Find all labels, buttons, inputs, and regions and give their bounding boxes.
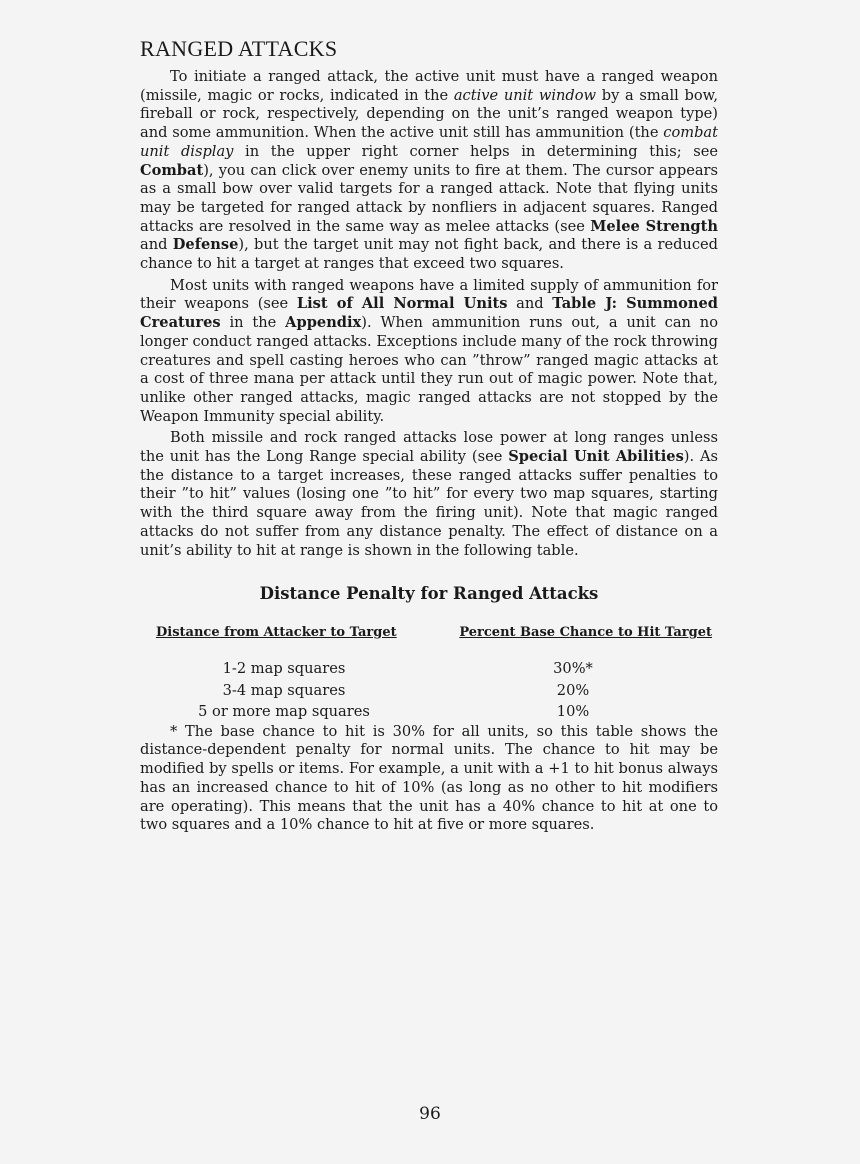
table-header-distance: Distance from Attacker to Target: [156, 625, 397, 641]
body-text: [140, 68, 718, 560]
paragraph-1: [140, 68, 718, 274]
table-cell-chance: 30%*: [553, 660, 593, 678]
section-title: RANGED ATTACKS: [140, 36, 338, 61]
text-run: To initiate a ranged attack, the active unit must have a ranged weapon (missile, magic or rocks, indicated in the: [140, 68, 718, 104]
bold-reference: Special Unit Abilities: [508, 448, 684, 466]
text-run: ), but the target unit may not fight back, and there is a reduced chance to hit a target at ranges that exceed two squares.: [140, 236, 718, 273]
text-run: Both missile and rock ranged attacks lose power at long ranges unless the unit has the Long Range special ability (see: [140, 429, 718, 466]
bold-reference: Table J: Summoned Creatures: [140, 295, 718, 332]
text-run: and: [507, 295, 553, 313]
footnote: * The base chance to hit is 30% for all units, so this table shows the distance-dependent penalty for normal units. The chance to hit may be modified by spells or items. For example, a unit with a +1 to hit bonus always has an increased chance to hit of 10% (as long as no other to hit modifiers are operating). This means that the unit has a 40% chance to hit at one to two squares and a 10% chance to hit at five or more squares.: [140, 722, 718, 834]
text-run: by a small bow, fireball or rock, respectively, depending on the unit’s ranged weapon type) and some ammunition. When the active unit still has ammunition (the: [140, 86, 718, 142]
table-header-row: [140, 625, 718, 640]
table-title: Distance Penalty for Ranged Attacks: [259, 584, 599, 604]
italic-term: combat unit display: [140, 124, 718, 160]
text-run: in the: [220, 314, 286, 332]
table-row: [140, 701, 718, 723]
distance-penalty-table: [140, 625, 718, 723]
bold-reference: List of All Normal Units: [296, 295, 508, 313]
bold-reference: Melee Strength: [590, 217, 718, 235]
italic-term: active unit window: [453, 86, 597, 104]
text-run: ). When ammunition runs out, a unit can no longer conduct ranged attacks. Exceptions include many of the rock throwing creatures and spell casting heroes who can ”throw” ranged magic attacks at a cost of three mana per attack until they run out of magic power. Note that, unlike other ranged attacks, magic ranged attacks are not stopped by the Weapon Immunity special ability.: [140, 314, 718, 425]
text-run: Most units with ranged weapons have a limited supply of ammunition for their weapons (see: [140, 276, 718, 313]
paragraph-2: [140, 277, 718, 427]
text-run: ), you can click over enemy units to fire at them. The cursor appears as a small bow over valid targets for a ranged attack. Note that flying units may be targeted for ranged attack by nonfliers in adjacent squares. Ranged attacks are resolved in the same way as melee attacks (see: [140, 161, 718, 235]
bold-reference: Appendix: [285, 314, 362, 332]
text-run: and: [140, 236, 173, 254]
table-cell-distance: 1-2 map squares: [222, 660, 346, 678]
table-cell-chance: 20%: [556, 681, 590, 699]
page-number: 96: [419, 1104, 441, 1124]
table-cell-distance: 5 or more map squares: [198, 703, 370, 721]
table-cell-chance: 10%: [556, 703, 590, 721]
table-row: [140, 658, 718, 680]
document-page: [140, 36, 718, 838]
text-run: ). As the distance to a target increases, these ranged attacks suffer penalties to their ”to hit” values (losing one ”to hit” for every two map squares, starting with the third square away from the firing unit). Note that magic ranged attacks do not suffer from any distance penalty. The effect of distance on a unit’s ability to hit at range is shown in the following table.: [140, 448, 718, 559]
table-header-chance: Percent Base Chance to Hit Target: [459, 625, 712, 641]
table-cell-distance: 3-4 map squares: [222, 681, 346, 699]
paragraph-3: [140, 429, 718, 560]
bold-reference: Combat: [140, 161, 204, 179]
bold-reference: Defense: [172, 236, 239, 254]
text-run: in the upper right corner helps in determining this; see: [233, 142, 718, 160]
table-row: [140, 680, 718, 702]
